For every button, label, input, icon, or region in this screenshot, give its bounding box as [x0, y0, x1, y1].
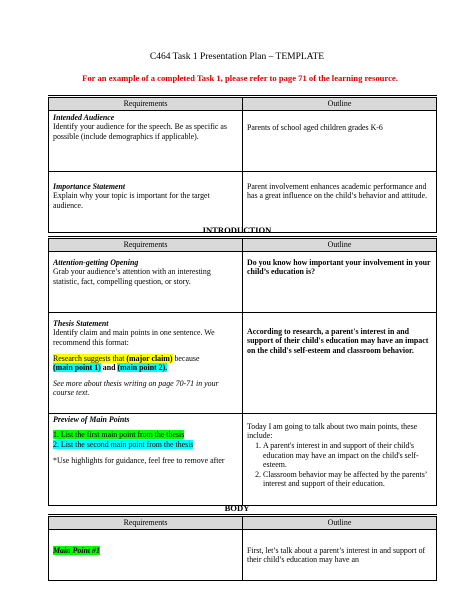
table-row — [49, 110, 437, 171]
table-header-row — [49, 97, 437, 111]
table-header-row — [49, 516, 437, 530]
attention-label: Attention-getting Opening — [53, 257, 139, 267]
body-table — [48, 514, 437, 581]
thesis-main-point-1: (main point 1) — [53, 363, 101, 373]
preview-item-2: 2. List the second main point from the thesis — [53, 439, 194, 449]
thesis-format-lead: Research suggests that (major claim) — [53, 353, 173, 363]
importance-outline: Parent involvement enhances academic performance and has a great influence on the child’s behavior and attitude. — [247, 181, 428, 201]
table-row — [49, 251, 437, 312]
list-item: 2. Classroom behavior may be affected by the parents’ interest and support of their education. — [263, 470, 432, 489]
table-row — [49, 171, 437, 232]
preview-outline-intro: Today I am going to talk about two main points, these include: — [247, 421, 418, 441]
outline-header: Outline — [243, 516, 437, 530]
importance-label: Importance Statement — [53, 181, 126, 191]
preview-guidance: *Use highlights for guidance, feel free to remove after — [53, 455, 225, 465]
main-point-1-label: Main Point #1 — [53, 545, 100, 555]
main-point-1-requirement-cell — [49, 529, 243, 580]
requirements-header: Requirements — [49, 516, 243, 530]
attention-description: Grab your audience’s attention with an interesting statistic, fact, compelling question, or story. — [53, 267, 211, 286]
audience-table — [48, 95, 437, 233]
importance-description: Explain why your topic is important for the target audience. — [53, 191, 210, 210]
introduction-heading: INTRODUCTION — [202, 225, 272, 235]
thesis-description: Identify claim and main points in one sentence. We recommend this format: — [53, 328, 215, 347]
preview-points-list — [247, 441, 432, 489]
main-point-1-outline: First, let’s talk about a parent’s interest in and support of their child’s education may have an — [247, 545, 426, 565]
list-item: 1. A parent's interest in and support of their child's education may have an impact on the child's self-esteem. — [263, 441, 432, 470]
requirements-header: Requirements — [49, 97, 243, 111]
table-header-row — [49, 238, 437, 252]
main-point-1-outline-cell — [243, 529, 437, 580]
outline-header: Outline — [243, 97, 437, 111]
audience-label: Intended Audience — [53, 112, 115, 122]
attention-requirement-cell — [49, 251, 243, 312]
thesis-more-info: See more about thesis writing on page 70-71 in your course text. — [53, 378, 219, 398]
thesis-format: Research suggests that (major claim) because (main point 1) and (main point 2). — [53, 353, 200, 373]
audience-outline: Parents of school aged children grades K-6 — [247, 122, 383, 132]
importance-requirement-cell — [49, 171, 243, 232]
audience-outline-cell — [243, 110, 437, 171]
preview-label: Preview of Main Points — [53, 414, 130, 424]
table-row — [49, 529, 437, 580]
importance-outline-cell — [243, 171, 437, 232]
thesis-label: Thesis Statement — [53, 318, 109, 328]
attention-outline-cell — [243, 251, 437, 312]
table-row — [49, 312, 437, 413]
body-heading: BODY — [224, 503, 250, 513]
document-title: C464 Task 1 Presentation Plan – TEMPLATE — [149, 52, 325, 62]
outline-header: Outline — [243, 238, 437, 252]
thesis-main-point-2: (main point 2). — [117, 363, 168, 373]
attention-outline: Do you know how important your involvement in your child’s education is? — [247, 257, 431, 277]
thesis-requirement-cell — [49, 312, 243, 413]
document-note: For an example of a completed Task 1, please refer to page 71 of the learning resource. — [82, 73, 398, 83]
requirements-header: Requirements — [49, 238, 243, 252]
preview-item-1: 1. List the first main point from the thesis — [53, 430, 185, 440]
audience-description: Identify your audience for the speech. Be as specific as possible (include demographics if applicable). — [53, 122, 227, 141]
audience-requirement-cell — [49, 110, 243, 171]
preview-requirement-cell — [49, 413, 243, 505]
introduction-table — [48, 236, 437, 506]
thesis-outline-cell — [243, 312, 437, 413]
thesis-outline: According to research, a parent's interest in and support of their child's education may have an impact on the child's self-esteem and classroom behavior. — [247, 326, 429, 355]
table-row — [49, 413, 437, 505]
preview-outline-cell — [243, 413, 437, 505]
